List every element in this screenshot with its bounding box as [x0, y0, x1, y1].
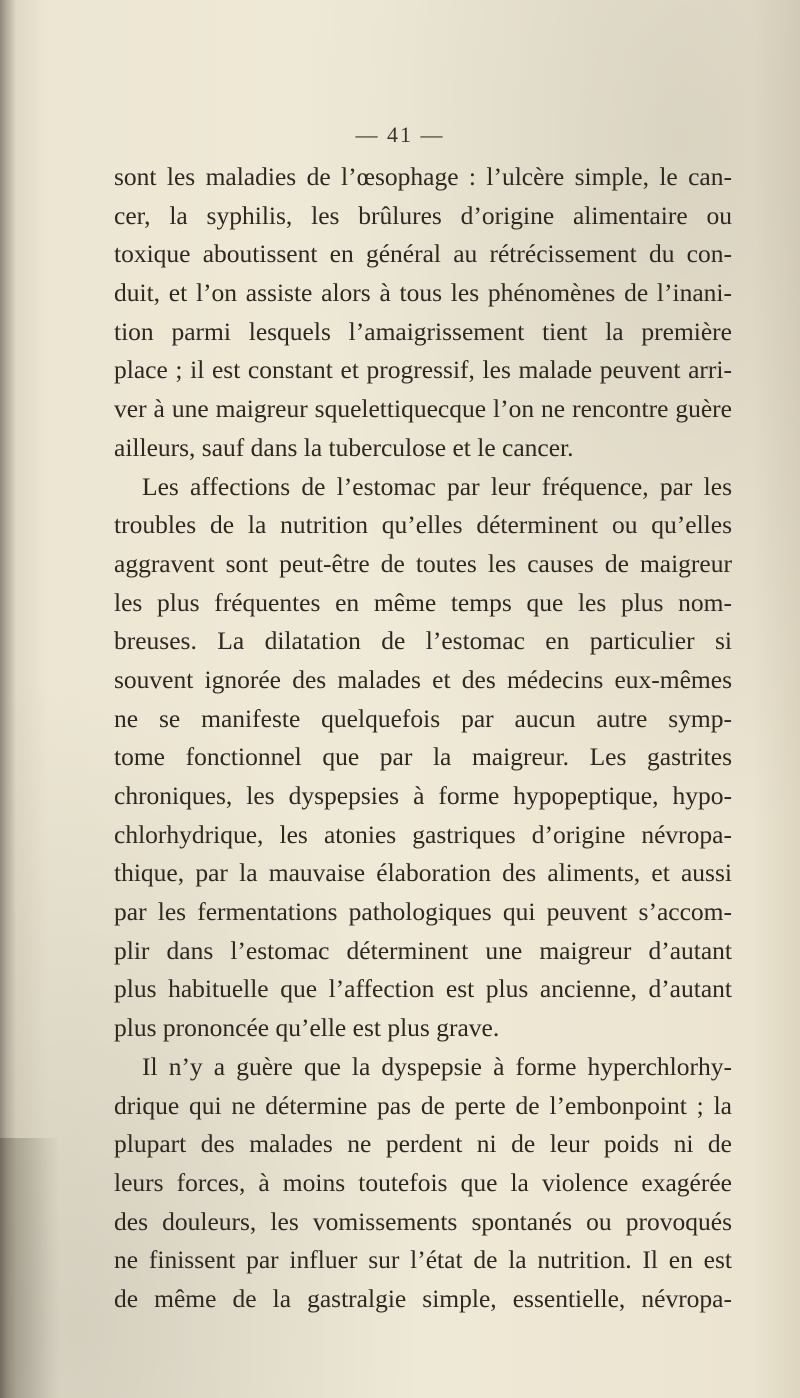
text-line: leurs forces, à moins toutefois que la violence exagérée [114, 1167, 732, 1197]
text-line: thique, par la mauvaise élaboration des aliments, et aussi [114, 858, 732, 888]
text-line: plir dans l’estomac déterminent une maigreur d’autant [114, 935, 732, 965]
text-line: ailleurs, sauf dans la tuberculose et le cancer. [114, 432, 574, 462]
text-line: Il n’y a guère que la dyspepsie à forme hyperchlorhy- [142, 1051, 732, 1081]
text-line: Les affections de l’estomac par leur fréquence, par les [142, 471, 732, 501]
text-line: sont les maladies de l’œsophage : l’ulcère simple, le can- [114, 162, 732, 191]
text-line: chlorhydrique, les atonies gastriques d’origine névropa- [114, 819, 732, 849]
text-line: ver à une maigreur squelettiquecque l’on ne rencontre guère [114, 394, 732, 424]
page-number: — 41 — [355, 122, 445, 147]
text-line: plus habituelle que l’affection est plus ancienne, d’autant [114, 974, 732, 1004]
text-line: les plus fréquentes en même temps que les plus nom- [114, 587, 732, 617]
text-line: ne finissent par influer sur l’état de la nutrition. Il en est [114, 1245, 732, 1275]
text-line: toxique aboutissent en général au rétrécissement du con- [114, 239, 732, 269]
text-line: troubles de la nutrition qu’elles déterminent ou qu’elles [114, 510, 732, 540]
text-line: cer, la syphilis, les brûlures d’origine alimentaire ou [114, 200, 732, 230]
text-line: tion parmi lesquels l’amaigrissement tient la première [114, 316, 732, 346]
text-line: place ; il est constant et progressif, les malade peuvent arri- [114, 355, 732, 385]
text-line: ne se manifeste quelquefois par aucun autre symp- [114, 703, 732, 733]
page-shadow [0, 1138, 60, 1398]
text-line: plus prononcée qu’elle est plus grave. [114, 1013, 500, 1043]
text-line: breuses. La dilatation de l’estomac en particulier si [114, 626, 732, 656]
text-line: tome fonctionnel que par la maigreur. Les gastrites [114, 742, 732, 772]
text-line: chroniques, les dyspepsies à forme hypopeptique, hypo- [114, 781, 732, 810]
text-line: des douleurs, les vomissements spontanés ou provoqués [114, 1206, 732, 1236]
text-line: aggravent sont peut-être de toutes les causes de maigreur [114, 548, 732, 578]
text-line: plupart des malades ne perdent ni de leur poids ni de [114, 1129, 732, 1159]
text-line: souvent ignorée des malades et des médecins eux-mêmes [114, 664, 732, 694]
text-line: drique qui ne détermine pas de perte de l’embonpoint ; la [114, 1090, 732, 1120]
body-text [114, 158, 732, 1319]
text-line: duit, et l’on assiste alors à tous les phénomènes de l’inani- [114, 278, 732, 308]
text-line: par les fermentations pathologiques qui peuvent s’accom- [114, 897, 732, 927]
text-line: de même de la gastralgie simple, essentielle, névropa- [114, 1283, 732, 1313]
